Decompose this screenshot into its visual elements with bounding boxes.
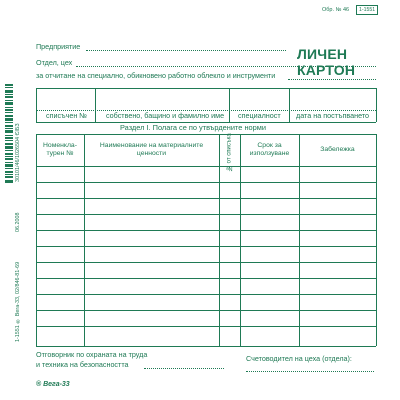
form-code-box: 1-1551 [356, 5, 378, 15]
table-row [36, 230, 376, 231]
barcode-digits: 30101/46/1026504 ЄІБЗ [15, 123, 21, 182]
accountant-label: Счетоводител на цеха (отдела): [246, 354, 352, 363]
form-number: Обр. № 46 [322, 7, 350, 13]
col-header-list-number: № от списъка [226, 133, 233, 171]
employee-row-top [36, 88, 376, 89]
purpose-text: за отчитане на специално, обикновено работно облекло и инструменти [36, 71, 276, 80]
table-row [36, 278, 376, 279]
table-row [36, 246, 376, 247]
department-field[interactable] [76, 66, 376, 67]
publisher-imprint: 1-1551 ® Вега-33, 02/846-81-69 [15, 261, 21, 342]
enterprise-label: Предприятие [36, 42, 81, 51]
col-header-item-name: Наименование на материалните ценности [99, 141, 204, 157]
safety-officer-label-1: Отговорник по охраната на труда [36, 350, 148, 359]
full-name-label: собствено, бащино и фамилно име [106, 111, 225, 120]
page-title: ЛИЧЕН КАРТОН [297, 46, 356, 78]
table-bottom [36, 346, 376, 347]
publisher-brand: ® Вега-33 [36, 381, 70, 388]
print-date: 06.2008 [15, 212, 21, 232]
table-row [36, 214, 376, 215]
table-row [36, 262, 376, 263]
safety-officer-label-2: и техника на безопасността [36, 360, 129, 369]
table-row [36, 198, 376, 199]
col-header-usage-term: Срок за използуване [249, 141, 290, 157]
specialty-label: специалност [238, 111, 281, 120]
section-title: Раздел I. Полага се по утвърдените норми [120, 123, 266, 132]
col-header-remark: Забележка [320, 145, 355, 153]
department-label: Отдел, цех [36, 58, 73, 67]
col-header-nomenclature: Номенкла-турен № [43, 141, 77, 157]
safety-officer-signature[interactable] [144, 368, 224, 369]
list-number-label: списъчен № [46, 111, 88, 120]
table-row [36, 294, 376, 295]
barcode [5, 84, 13, 184]
table-row [36, 310, 376, 311]
table-row [36, 182, 376, 183]
enterprise-field[interactable] [86, 50, 286, 51]
accountant-signature[interactable] [246, 371, 374, 372]
hire-date-label: дата на постъпването [296, 111, 370, 120]
table-row [36, 326, 376, 327]
purpose-field[interactable] [288, 79, 376, 80]
